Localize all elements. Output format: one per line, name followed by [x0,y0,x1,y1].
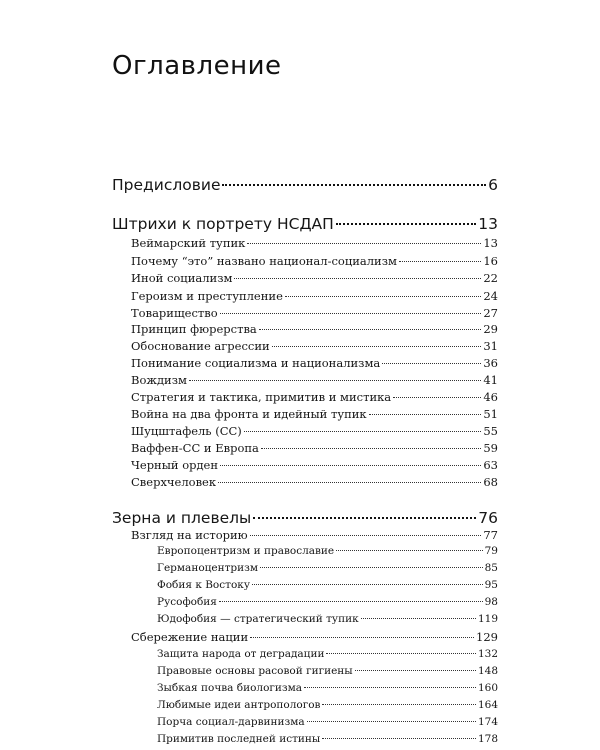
dot-leader [285,296,481,297]
dot-leader [222,184,486,186]
toc-entry-chapter [131,458,498,472]
toc-entry-title: Взгляд на историю [131,528,248,542]
toc-entry-subchapter [157,545,498,557]
toc-entry-chapter [131,424,498,438]
toc-entry-page-number: 160 [477,682,498,694]
toc-entry-page-number: 148 [477,665,498,677]
toc-entry-title: Юдофобия — стратегический тупик [157,613,359,625]
toc-entry-chapter [131,306,498,320]
toc-entry-section [112,176,498,194]
dot-leader [355,670,476,671]
toc-entry-title: Стратегия и тактика, примитив и мистика [131,390,392,404]
toc-entry-title: Любимые идеи антропологов [157,699,321,711]
toc-entry-page-number: 59 [483,441,498,455]
toc-entry-subchapter [157,648,498,660]
toc-entry-page-number: 36 [483,356,498,370]
dot-leader [220,313,482,314]
dot-leader [399,261,481,262]
toc-entry-title: Шуцштафель (СС) [131,424,242,438]
toc-entry-title: Сбережение нации [131,630,249,644]
toc-entry-chapter [131,236,498,250]
toc-entry-title: Иной социализм [131,271,233,285]
toc-entry-title: Почему “это” названо национал-социализм [131,254,397,268]
toc-entry-title: Правовые основы расовой гигиены [157,665,353,677]
toc-entry-chapter [131,373,498,387]
toc-entry-page-number: 41 [483,373,498,387]
toc-entry-title: Вождизм [131,373,187,387]
toc-entry-subchapter [157,562,498,574]
toc-entry-title: Предисловие [112,176,221,194]
toc-entry-page-number: 51 [483,407,498,421]
toc-entry-page-number: 27 [483,306,498,320]
toc-entry-page-number: 31 [483,339,498,353]
toc-entry-title: Штрихи к портрету НСДАП [112,215,334,233]
toc-entry-section [112,215,498,233]
toc-entry-page-number: 22 [483,271,498,285]
toc-entry-page-number: 46 [483,390,498,404]
toc-entry-page-number: 98 [484,596,498,608]
toc-entry-chapter [131,441,498,455]
toc-entry-title: Европоцентризм и православие [157,545,335,557]
page-title: Оглавление [112,51,282,81]
toc-entry-title: Веймарский тупик [131,236,246,250]
dot-leader [218,482,481,483]
dot-leader [261,448,481,449]
toc-entry-chapter [131,339,498,353]
toc-entry-title: Война на два фронта и идейный тупик [131,407,367,421]
toc-entry-chapter [131,356,498,370]
toc-entry-page-number: 95 [484,579,498,591]
dot-leader [189,380,481,381]
toc-entry-page-number: 68 [483,475,498,489]
dot-leader [369,414,482,415]
dot-leader [219,601,483,602]
toc-entry-page-number: 79 [484,545,498,557]
dot-leader [259,329,482,330]
toc-entry-title: Обоснование агрессии [131,339,270,353]
toc-entry-page-number: 132 [477,648,498,660]
toc-entry-page-number: 77 [483,528,498,542]
toc-entry-page-number: 29 [483,322,498,336]
dot-leader [304,687,476,688]
toc-entry-subchapter [157,733,498,745]
toc-entry-title: Порча социал-дарвинизма [157,716,305,728]
toc-entry-title: Защита народа от деградации [157,648,325,660]
toc-entry-title: Русофобия [157,596,217,608]
toc-entry-title: Товарищество [131,306,218,320]
toc-entry-chapter [131,475,498,489]
toc-entry-page-number: 129 [476,630,498,644]
dot-leader [220,465,481,466]
dot-leader [336,550,482,551]
toc-entry-chapter [131,254,498,268]
toc-entry-page-number: 6 [488,176,498,194]
toc-entry-title: Ваффен-СС и Европа [131,441,259,455]
dot-leader [247,243,481,244]
toc-entry-title: Сверхчеловек [131,475,217,489]
dot-leader [252,584,483,585]
toc-entry-subchapter [157,665,498,677]
toc-entry-subchapter [157,579,498,591]
toc-entry-page-number: 24 [483,289,498,303]
toc-entry-title: Черный орден [131,458,219,472]
toc-entry-chapter [131,630,498,644]
dot-leader [382,363,481,364]
dot-leader [393,397,481,398]
toc-entry-chapter [131,271,498,285]
toc-entry-title: Понимание социализма и национализма [131,356,381,370]
dot-leader [250,535,482,536]
dot-leader [234,278,481,279]
toc-entry-subchapter [157,596,498,608]
toc-entry-page-number: 63 [483,458,498,472]
toc-entry-page-number: 13 [483,236,498,250]
toc-entry-title: Примитив последней истины [157,733,321,745]
dot-leader [250,637,474,638]
toc-entry-page-number: 174 [477,716,498,728]
toc-entry-chapter [131,528,498,542]
toc-entry-chapter [131,390,498,404]
dot-leader [253,517,476,519]
toc-entry-page-number: 85 [484,562,498,574]
dot-leader [260,567,483,568]
toc-entry-title: Зерна и плевелы [112,509,252,527]
dot-leader [326,653,476,654]
toc-entry-title: Героизм и преступление [131,289,283,303]
toc-entry-page-number: 55 [483,424,498,438]
dot-leader [272,346,482,347]
dot-leader [244,431,482,432]
toc-entry-title: Принцип фюрерства [131,322,257,336]
toc-entry-title: Фобия к Востоку [157,579,251,591]
toc-entry-chapter [131,407,498,421]
dot-leader [336,223,476,225]
toc-entry-subchapter [157,716,498,728]
dot-leader [307,721,476,722]
toc-entry-chapter [131,289,498,303]
toc-entry-page-number: 76 [478,509,498,527]
dot-leader [322,738,476,739]
toc-entry-title: Зыбкая почва биологизма [157,682,303,694]
toc-entry-page-number: 119 [477,613,498,625]
toc-entry-page-number: 178 [477,733,498,745]
toc-entry-page-number: 16 [483,254,498,268]
dot-leader [361,618,476,619]
toc-entry-page-number: 164 [477,699,498,711]
toc-entry-subchapter [157,699,498,711]
toc-entry-section [112,509,498,527]
toc-entry-title: Германоцентризм [157,562,259,574]
toc-entry-subchapter [157,682,498,694]
toc-entry-subchapter [157,613,498,625]
toc-entry-chapter [131,322,498,336]
toc-entry-page-number: 13 [478,215,498,233]
dot-leader [322,704,475,705]
